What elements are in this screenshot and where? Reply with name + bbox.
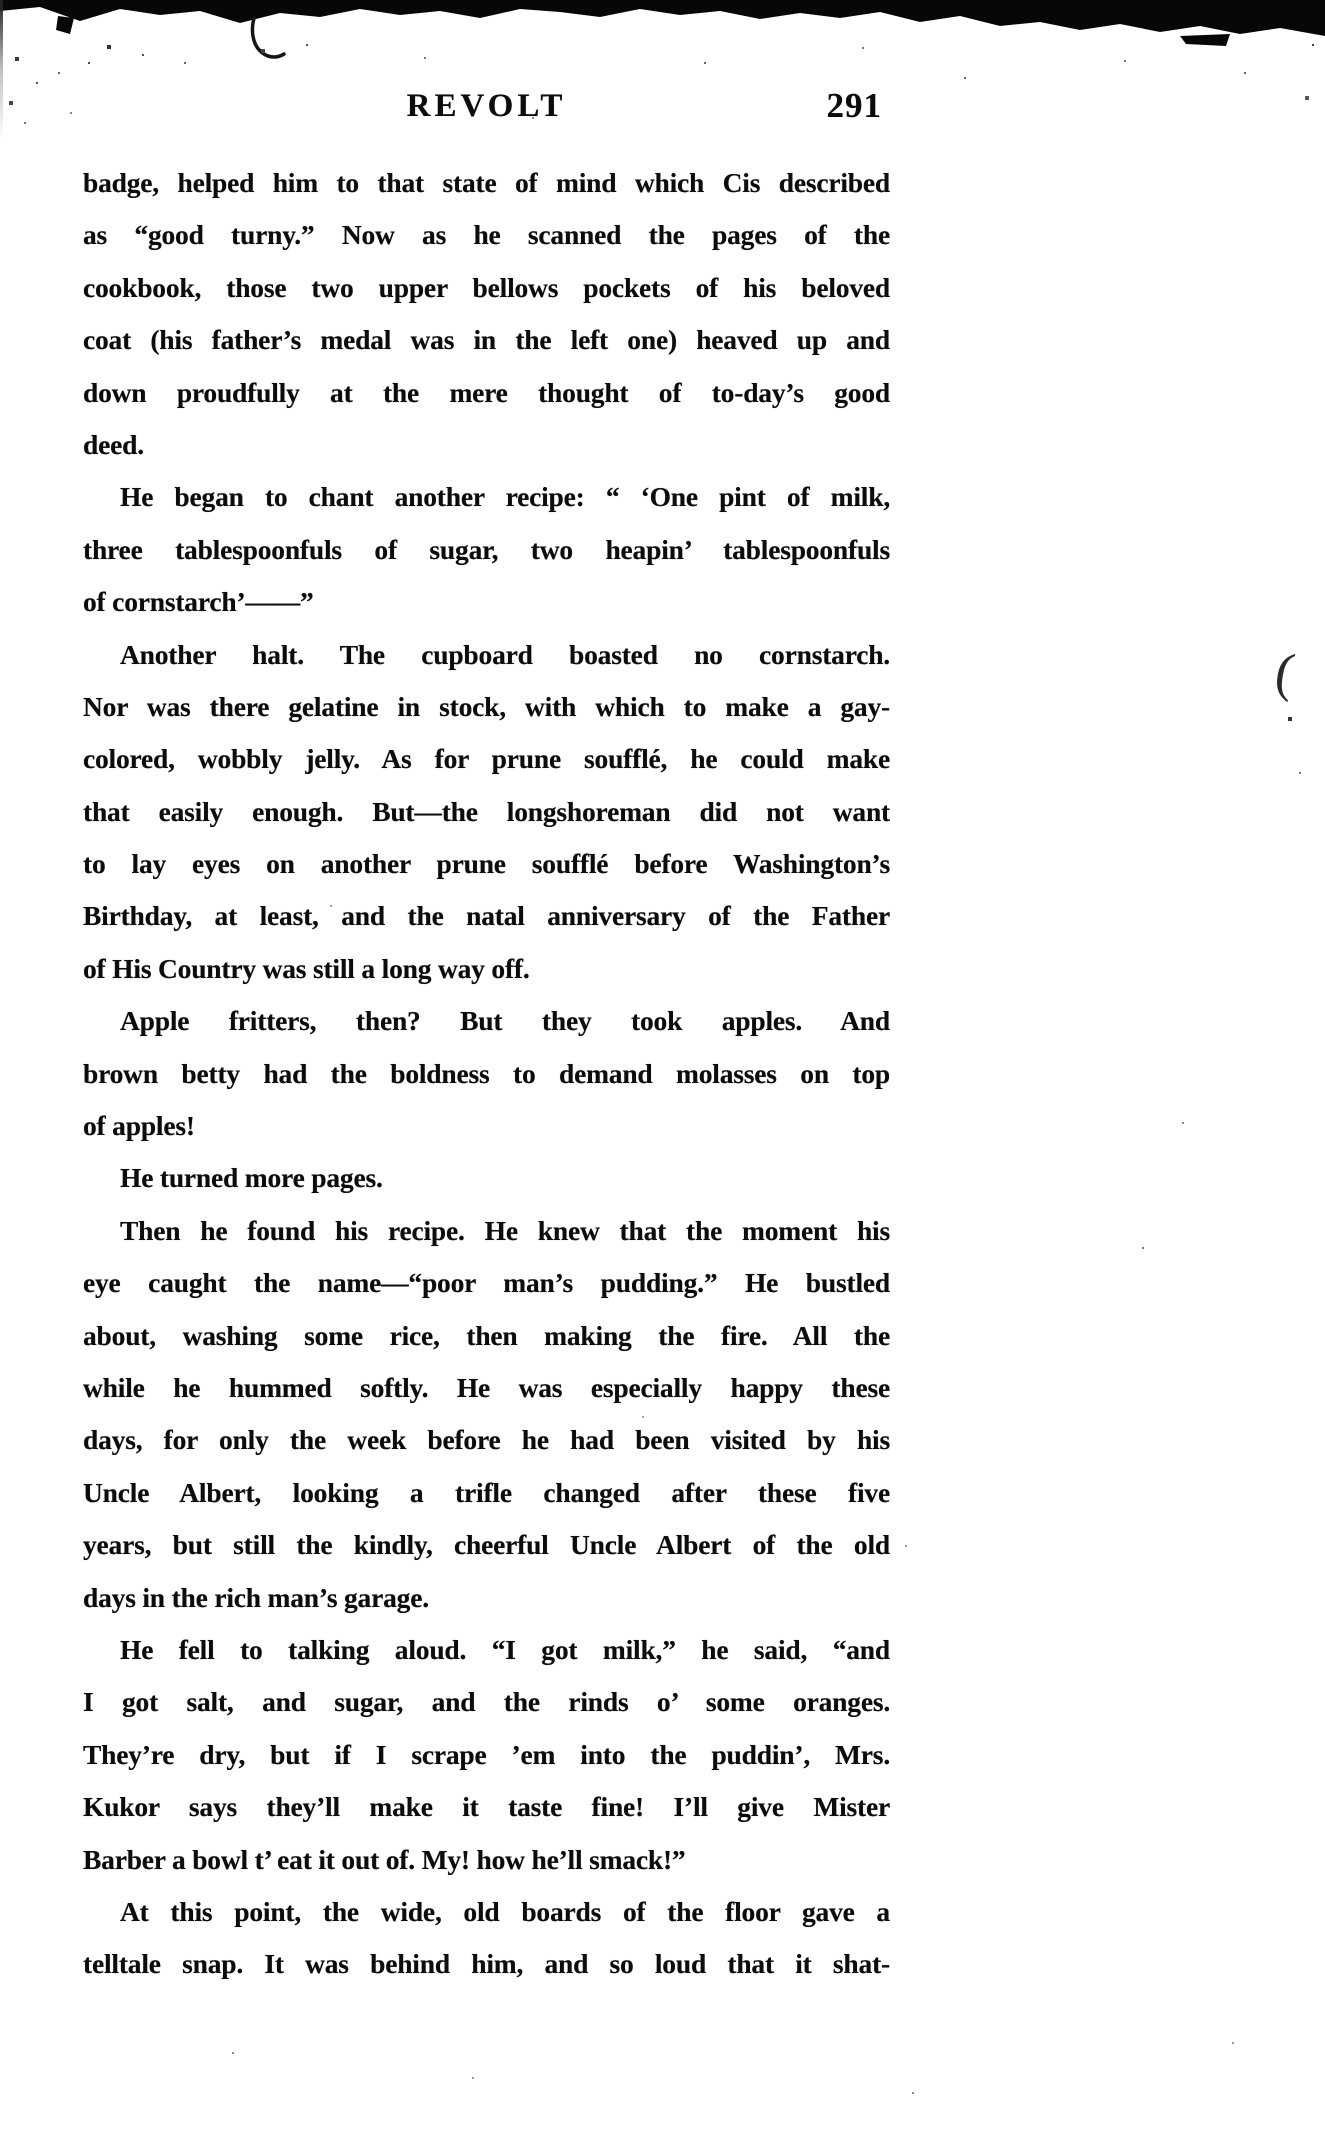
text-line: as “good turny.” Now as he scanned the pages of the [83,219,890,251]
text-line: He turned more pages. [120,1162,383,1194]
text-line: coat (his father’s medal was in the left one) heaved up and [83,324,890,356]
paragraph [83,157,890,471]
text-line: brown betty had the boldness to demand molasses on top [83,1057,890,1089]
text-line: Uncle Albert, looking a trifle changed after these five [83,1476,890,1508]
page-number: 291 [826,86,882,125]
text-line: days in the rich man’s garage. [83,1581,429,1613]
text-line: Kukor says they’ll make it taste fine! I’ll give Mister [83,1791,890,1823]
page-title: REVOLT [406,88,567,124]
text-line: cookbook, those two upper bellows pockets of his beloved [83,271,890,303]
text-line: Then he found his recipe. He knew that the moment his [120,1214,890,1246]
text-block [83,157,890,1991]
text-line: Barber a bowl t’ eat it out of. My! how he’ll smack!” [83,1843,686,1875]
text-line: that easily enough. But—the longshoreman did not want [83,795,890,827]
text-line: Another halt. The cupboard boasted no cornstarch. [120,638,890,670]
text-line: about, washing some rice, then making the fire. All the [83,1319,890,1351]
ink-speckles [0,0,2,2]
paragraph [83,471,890,628]
text-line: badge, helped him to that state of mind which Cis described [83,167,890,198]
text-line: deed. [83,428,144,460]
text-line: At this point, the wide, old boards of the floor gave a [120,1895,890,1927]
text-line: I got salt, and sugar, and the rinds o’ some oranges. [83,1686,890,1718]
text-line: of apples! [83,1110,195,1142]
paragraph [83,1624,890,1886]
paragraph [83,995,890,1152]
text-line: Nor was there gelatine in stock, with which to make a gay- [83,690,890,722]
text-line: days, for only the week before he had been visited by his [83,1424,890,1456]
paragraph [83,1152,890,1204]
text-line: telltale snap. It was behind him, and so loud that it shat- [83,1948,890,1980]
text-line: of cornstarch’——” [83,586,314,618]
text-line: of His Country was still a long way off. [83,952,530,984]
text-line: He began to chant another recipe: “ ‘One pint of milk, [120,481,890,513]
paragraph [83,629,890,996]
ink-paren-mark: ( [1271,640,1299,704]
scan-edge-smudge [0,0,3,140]
paragraph [83,1886,890,1991]
text-line: He fell to talking aloud. “I got milk,” he said, “and [120,1633,890,1665]
text-line: to lay eyes on another prune soufflé before Washington’s [83,848,890,880]
text-line: three tablespoonfuls of sugar, two heapin’ tablespoonfuls [83,533,890,565]
text-line: down proudfully at the mere thought of to-day’s good [83,376,890,408]
text-line: colored, wobbly jelly. As for prune soufflé, he could make [83,743,890,775]
text-line: eye caught the name—“poor man’s pudding.” He bustled [83,1267,890,1299]
text-line: years, but still the kindly, cheerful Uncle Albert of the old [83,1529,890,1561]
page-header [83,88,890,132]
text-line: Birthday, at least, and the natal anniversary of the Father [83,900,890,932]
paragraph [83,1205,890,1624]
text-line: Apple fritters, then? But they took apples. And [120,1005,890,1037]
ink-hook-mark [246,16,290,69]
torn-paper-edge [0,0,1325,60]
text-line: They’re dry, but if I scrape ’em into the puddin’, Mrs. [83,1738,890,1770]
text-line: while he hummed softly. He was especially happy these [83,1371,890,1403]
